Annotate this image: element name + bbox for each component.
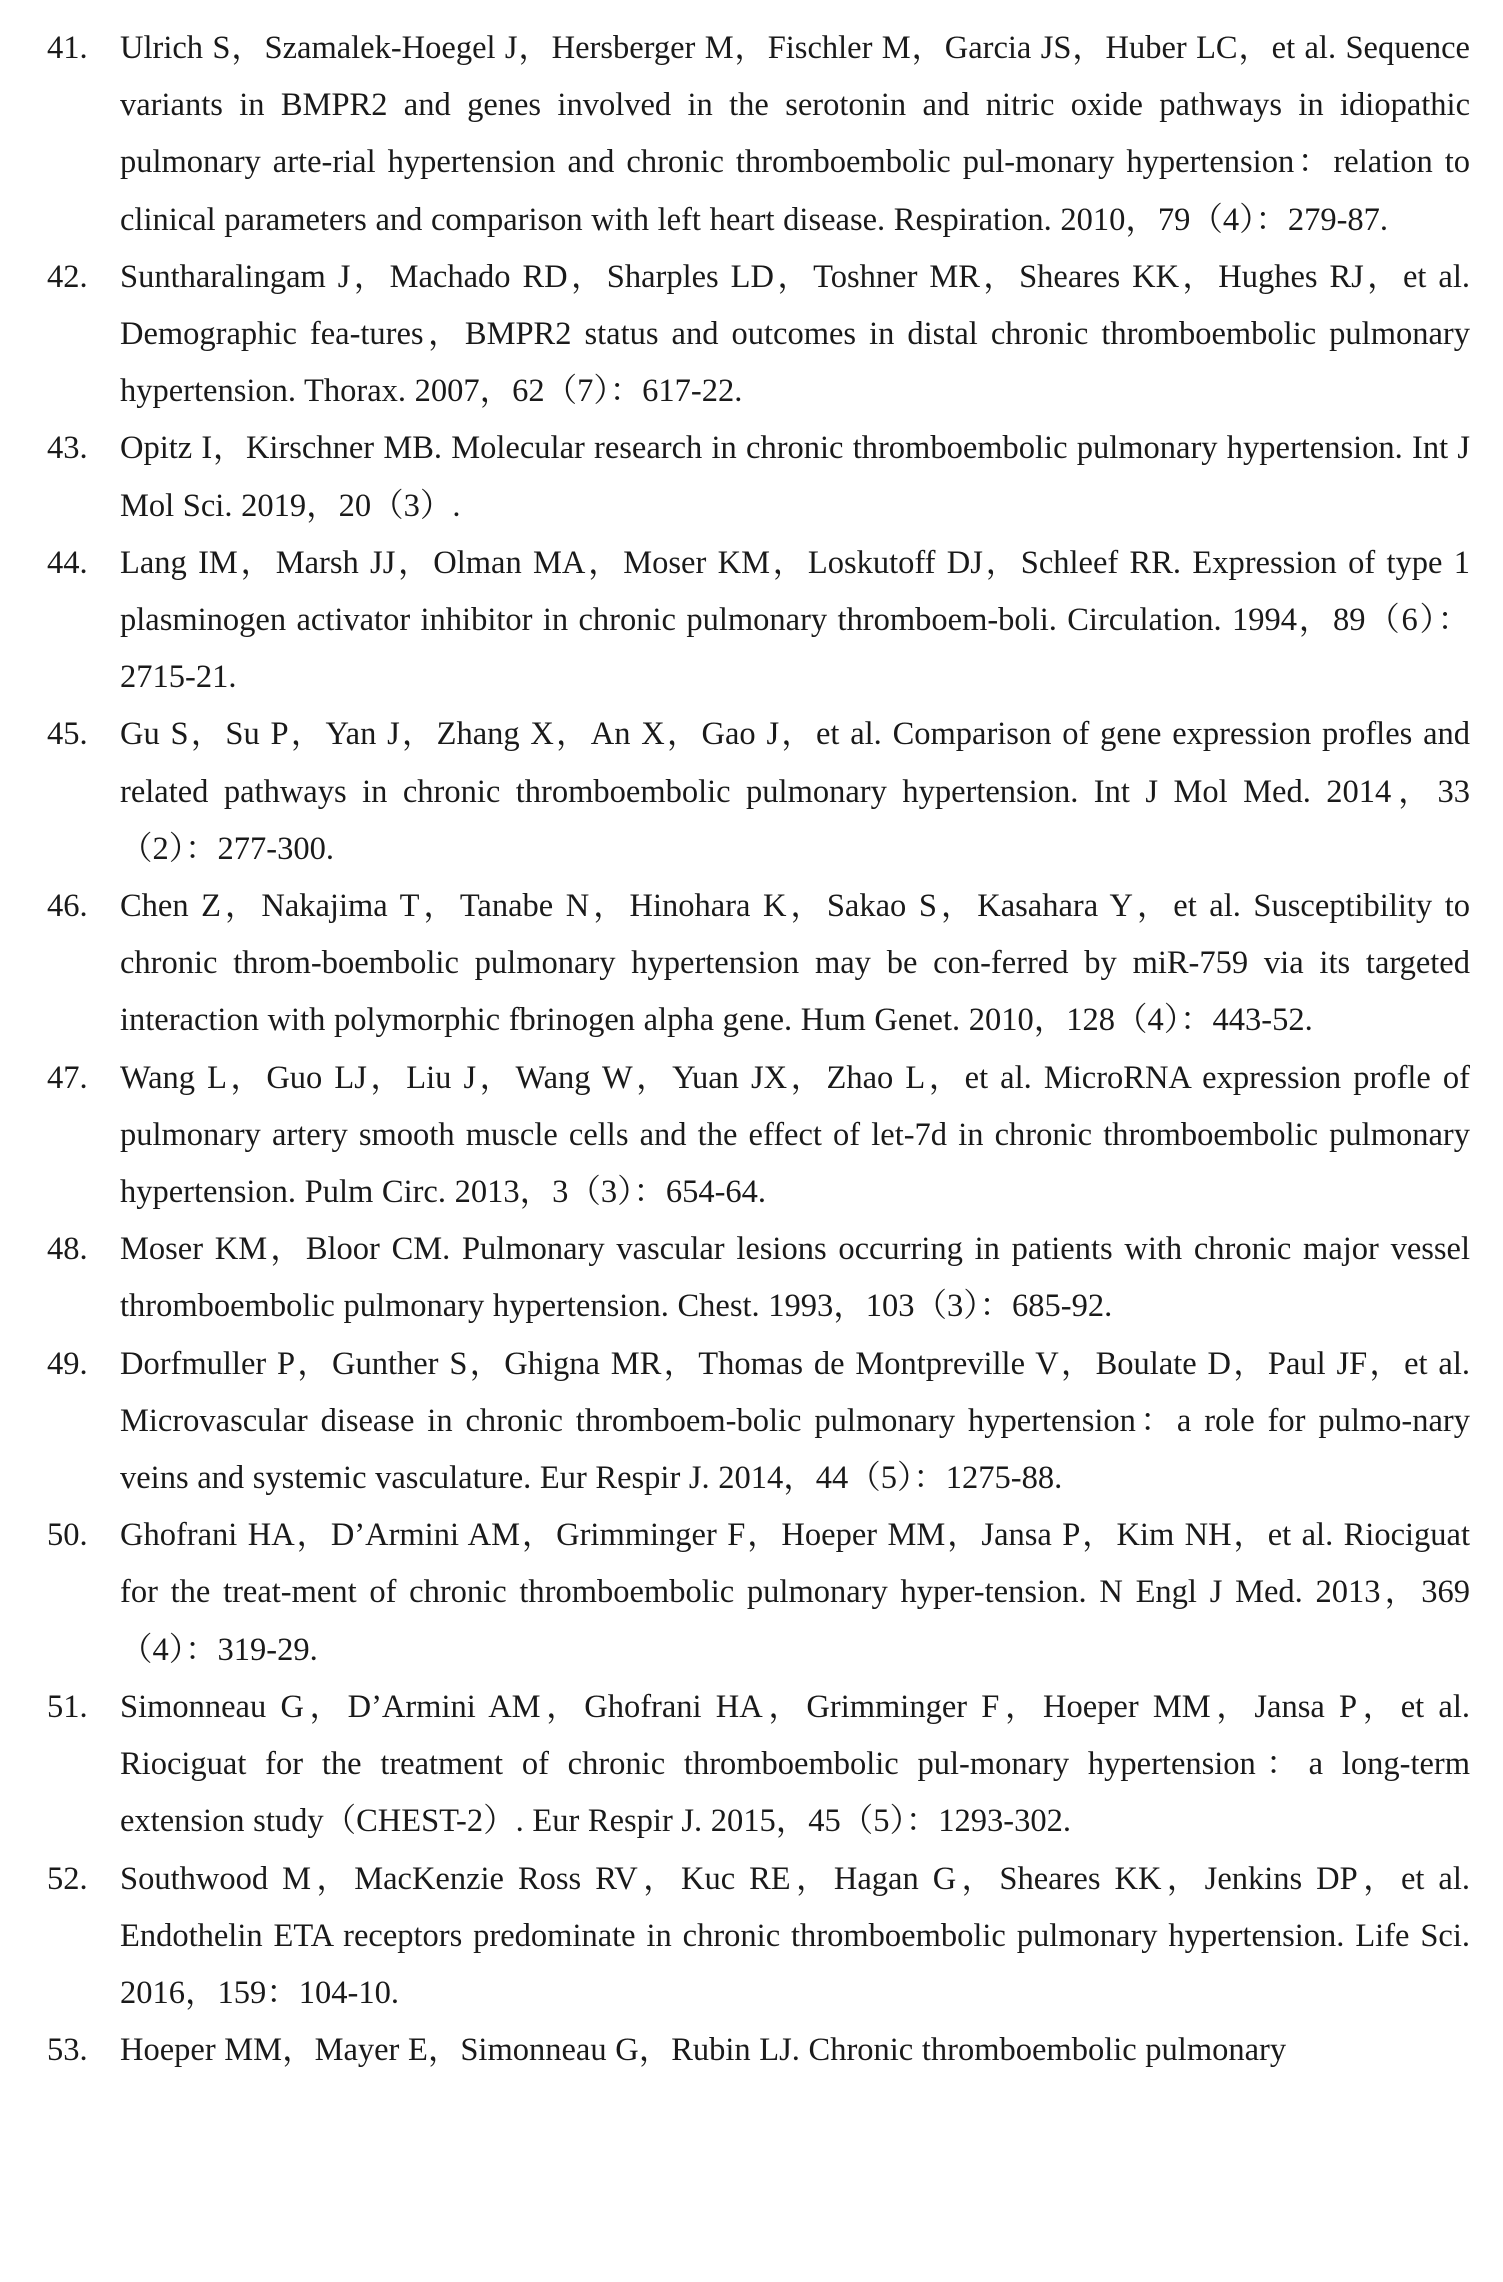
reference-number: 41.	[47, 30, 88, 66]
reference-number: 51.	[47, 1688, 88, 1725]
reference-item	[0, 1679, 1503, 1851]
reference-text: Simonneau G，D’Armini AM，Ghofrani HA，Grimminger F，Hoeper MM，Jansa P，et al. Riociguat for the treatment of chronic thromboembolic pul-monary hypertension：a long-term extension study（CHEST-2）. Eur Respir J. 2015，45（5）：1293-302.	[120, 1688, 1470, 1840]
reference-item	[0, 249, 1503, 421]
reference-number: 43.	[47, 430, 88, 467]
reference-number: 50.	[47, 1517, 88, 1554]
reference-item	[0, 1851, 1503, 2023]
reference-text: Ulrich S，Szamalek-Hoegel J，Hersberger M，Fischler M，Garcia JS，Huber LC，et al. Sequence variants in BMPR2 and genes involved in the serotonin and nitric oxide pathways in idiopathic pulmonary arte-rial hypertension and chronic thromboembolic pul-monary hypertension：relation to clinical parameters and comparison with left heart disease. Respiration. 2010，79（4）：279-87.	[120, 30, 1470, 238]
reference-number: 49.	[47, 1345, 88, 1382]
reference-text: Moser KM，Bloor CM. Pulmonary vascular lesions occurring in patients with chronic major vessel thromboembolic pulmonary hypertension. Chest. 1993，103（3）：685-92.	[120, 1231, 1470, 1325]
reference-list	[0, 20, 1503, 2079]
reference-text: Southwood M，MacKenzie Ross RV，Kuc RE，Hagan G，Sheares KK，Jenkins DP，et al. Endothelin ETA receptors predominate in chronic thromboembolic pulmonary hypertension. Life Sci. 2016，159：104-10.	[120, 1860, 1470, 2011]
reference-number: 52.	[47, 1860, 88, 1897]
reference-text: Suntharalingam J，Machado RD，Sharples LD，Toshner MR，Sheares KK，Hughes RJ，et al. Demographic fea-tures，BMPR2 status and outcomes in distal chronic thromboembolic pulmonary hypertension. Thorax. 2007，62（7）：617-22.	[120, 258, 1470, 410]
reference-item	[0, 878, 1503, 1050]
reference-text: Lang IM，Marsh JJ，Olman MA，Moser KM，Loskutoff DJ，Schleef RR. Expression of type 1 plasminogen activator inhibitor in chronic pulmonary thromboem-boli. Circulation. 1994，89（6）：2715-21.	[120, 544, 1470, 696]
reference-item	[0, 1221, 1503, 1335]
reference-item	[0, 706, 1503, 878]
reference-item	[0, 420, 1503, 534]
reference-text: Gu S，Su P，Yan J，Zhang X，An X，Gao J，et al. Comparison of gene expression profles and related pathways in chronic thromboembolic pulmonary hypertension. Int J Mol Med. 2014，33（2）：277-300.	[120, 716, 1470, 867]
reference-text: Ghofrani HA，D’Armini AM，Grimminger F，Hoeper MM，Jansa P，Kim NH，et al. Riociguat for the treat-ment of chronic thromboembolic pulmonary hyper-tension. N Engl J Med. 2013，369（4）：319-29.	[120, 1517, 1470, 1668]
reference-item	[0, 2022, 1503, 2079]
reference-item	[0, 1336, 1503, 1508]
reference-item	[0, 20, 1503, 249]
reference-number: 46.	[47, 888, 88, 925]
reference-number: 44.	[47, 544, 88, 581]
reference-item	[0, 535, 1503, 707]
reference-number: 53.	[47, 2032, 88, 2069]
reference-number: 42.	[47, 258, 88, 295]
reference-number: 47.	[47, 1059, 88, 1096]
reference-text: Dorfmuller P，Gunther S，Ghigna MR，Thomas de Montpreville V，Boulate D，Paul JF，et al. Microvascular disease in chronic thromboem-bolic pulmonary hypertension：a role for pulmo-nary veins and systemic vasculature. Eur Respir J. 2014，44（5）：1275-88.	[120, 1345, 1470, 1497]
reference-item	[0, 1507, 1503, 1679]
reference-text: Opitz I，Kirschner MB. Molecular research in chronic thromboembolic pulmonary hypertension. Int J Mol Sci. 2019，20（3）.	[120, 430, 1470, 524]
reference-item	[0, 1050, 1503, 1222]
reference-text: Wang L，Guo LJ，Liu J，Wang W，Yuan JX，Zhao L，et al. MicroRNA expression profle of pulmonary artery smooth muscle cells and the effect of let-7d in chronic thromboembolic pulmonary hypertension. Pulm Circ. 2013，3（3）：654-64.	[120, 1059, 1470, 1211]
reference-number: 48.	[47, 1231, 88, 1268]
reference-number: 45.	[47, 716, 88, 753]
reference-text: Hoeper MM，Mayer E，Simonneau G，Rubin LJ. Chronic thromboembolic pulmonary	[120, 2032, 1287, 2069]
reference-text: Chen Z，Nakajima T，Tanabe N，Hinohara K，Sakao S，Kasahara Y，et al. Susceptibility to chronic throm-boembolic pulmonary hypertension may be con-ferred by miR-759 via its targeted interaction with polymorphic fbrinogen alpha gene. Hum Genet. 2010，128（4）：443-52.	[120, 888, 1470, 1039]
